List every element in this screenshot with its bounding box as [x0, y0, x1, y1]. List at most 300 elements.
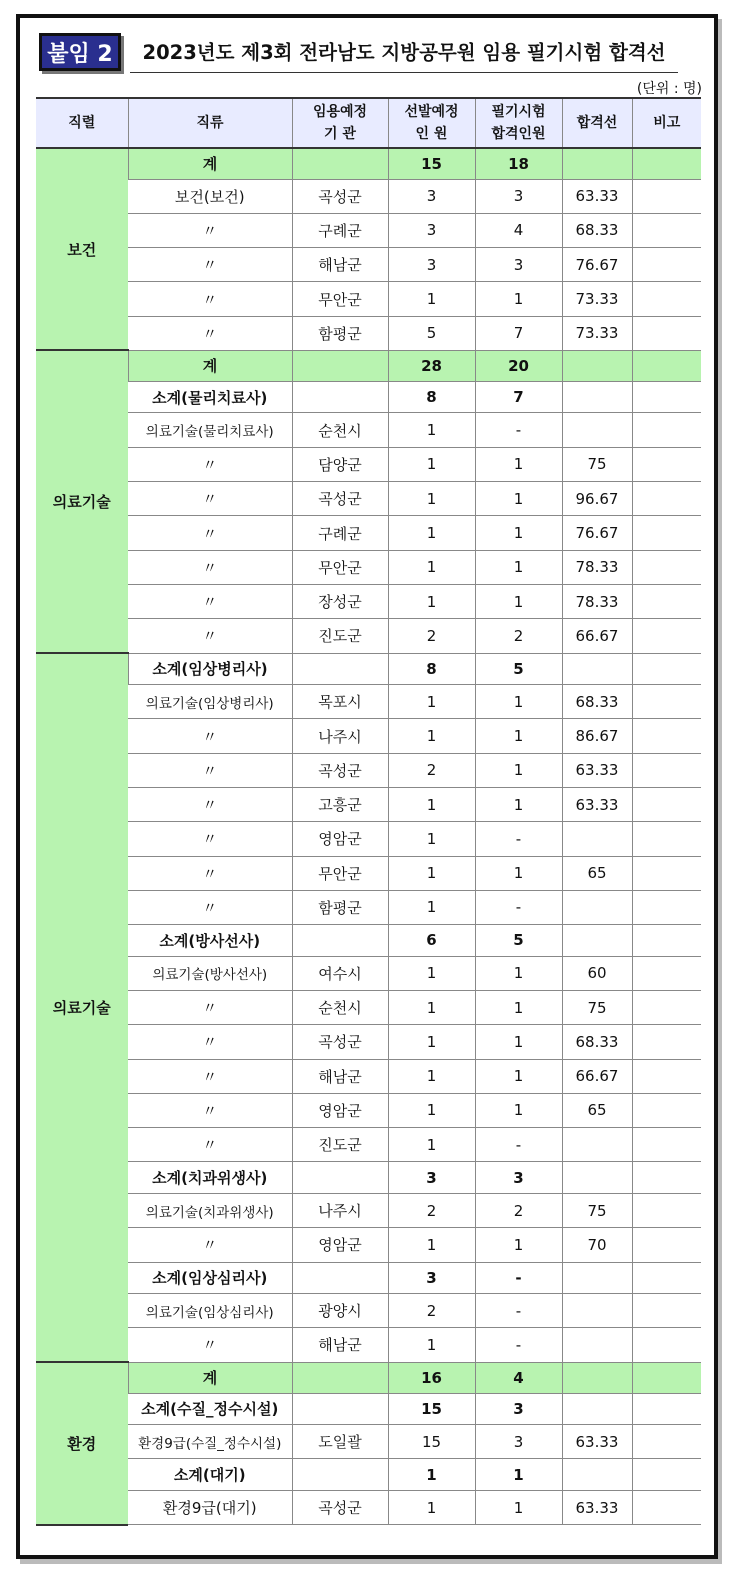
header-quota-line2: 인 원 [415, 126, 448, 142]
passed-cell: 1 [475, 990, 562, 1024]
agency-cell [292, 1393, 388, 1425]
quota-cell: 1 [388, 890, 475, 924]
table-row [36, 856, 701, 890]
passed-cell: 3 [475, 1425, 562, 1459]
agency-cell: 진도군 [292, 1128, 388, 1162]
table-row [36, 719, 701, 753]
quota-cell: 3 [388, 248, 475, 282]
table-row [36, 316, 701, 350]
class-cell: 〃 [128, 787, 292, 821]
class-cell: 소계(임상심리사) [128, 1262, 292, 1294]
quota-cell: 1 [388, 685, 475, 719]
remarks-cell [632, 719, 701, 753]
passed-cell: 2 [475, 1193, 562, 1227]
remarks-cell [632, 753, 701, 787]
cutoff-cell: 73.33 [562, 282, 632, 316]
subtotal-row [36, 1393, 701, 1425]
agency-cell: 장성군 [292, 584, 388, 618]
remarks-cell [632, 213, 701, 247]
class-cell: 〃 [128, 316, 292, 350]
remarks-cell [632, 619, 701, 653]
agency-cell: 영암군 [292, 822, 388, 856]
remarks-cell [632, 550, 701, 584]
passed-cell: - [475, 413, 562, 447]
subtotal-row [36, 925, 701, 957]
class-cell: 〃 [128, 482, 292, 516]
passed-cell: 1 [475, 685, 562, 719]
passed-cell: - [475, 890, 562, 924]
agency-cell: 함평군 [292, 316, 388, 350]
table-row [36, 213, 701, 247]
table-row [36, 1228, 701, 1262]
cutoff-cell [562, 925, 632, 957]
remarks-cell [632, 148, 701, 179]
table-row [36, 753, 701, 787]
header-quota [388, 98, 475, 148]
quota-cell: 1 [388, 1093, 475, 1127]
class-cell: 〃 [128, 1025, 292, 1059]
agency-cell [292, 148, 388, 179]
cutoff-cell [562, 890, 632, 924]
class-cell: 〃 [128, 822, 292, 856]
remarks-cell [632, 584, 701, 618]
total-row [36, 1362, 701, 1393]
remarks-cell [632, 653, 701, 685]
class-cell: 〃 [128, 990, 292, 1024]
quota-cell: 5 [388, 316, 475, 350]
remarks-cell [632, 447, 701, 481]
quota-cell: 3 [388, 1162, 475, 1194]
agency-cell: 광양시 [292, 1294, 388, 1328]
remarks-cell [632, 1093, 701, 1127]
class-cell: 환경9급(수질_정수시설) [128, 1425, 292, 1459]
agency-cell: 무안군 [292, 550, 388, 584]
series-label: 의료기술 [36, 350, 128, 653]
table-body [36, 148, 701, 1525]
cutoff-cell: 60 [562, 956, 632, 990]
cutoff-cell [562, 350, 632, 381]
passed-cell: 1 [475, 282, 562, 316]
passed-cell: 3 [475, 248, 562, 282]
cutoff-cell: 78.33 [562, 550, 632, 584]
agency-cell: 해남군 [292, 248, 388, 282]
cutoff-cell [562, 413, 632, 447]
header-row [36, 98, 701, 148]
class-cell: 의료기술(임상병리사) [128, 685, 292, 719]
passed-cell: 1 [475, 584, 562, 618]
passed-cell: 1 [475, 1228, 562, 1262]
class-cell: 소계(치과위생사) [128, 1162, 292, 1194]
quota-cell: 6 [388, 925, 475, 957]
agency-cell: 나주시 [292, 719, 388, 753]
cutoff-cell [562, 1459, 632, 1491]
cutoff-cell: 75 [562, 990, 632, 1024]
agency-cell: 고흥군 [292, 787, 388, 821]
remarks-cell [632, 925, 701, 957]
table-row [36, 1025, 701, 1059]
quota-cell: 1 [388, 516, 475, 550]
cutoff-cell: 78.33 [562, 584, 632, 618]
passed-cell: 1 [475, 447, 562, 481]
quota-cell: 1 [388, 413, 475, 447]
agency-cell: 곡성군 [292, 1490, 388, 1524]
table-row [36, 1093, 701, 1127]
document-title: 2023년도 제3회 전라남도 지방공무원 임용 필기시험 합격선 [130, 34, 678, 73]
passed-cell: - [475, 1328, 562, 1362]
remarks-cell [632, 381, 701, 413]
class-cell: 〃 [128, 753, 292, 787]
cutoff-cell: 66.67 [562, 619, 632, 653]
remarks-cell [632, 316, 701, 350]
quota-cell: 1 [388, 956, 475, 990]
remarks-cell [632, 1193, 701, 1227]
quota-cell: 1 [388, 1459, 475, 1491]
passed-cell: 1 [475, 956, 562, 990]
passed-cell: - [475, 1294, 562, 1328]
quota-cell: 1 [388, 282, 475, 316]
agency-cell: 무안군 [292, 856, 388, 890]
total-row [36, 148, 701, 179]
table-row [36, 685, 701, 719]
agency-cell [292, 1162, 388, 1194]
table-row [36, 956, 701, 990]
agency-cell [292, 1262, 388, 1294]
agency-cell: 구례군 [292, 213, 388, 247]
quota-cell: 2 [388, 753, 475, 787]
passed-cell: - [475, 1128, 562, 1162]
quota-cell: 1 [388, 990, 475, 1024]
cutoff-cell [562, 1294, 632, 1328]
class-cell: 의료기술(물리치료사) [128, 413, 292, 447]
class-cell: 계 [128, 350, 292, 381]
passed-cell: 3 [475, 179, 562, 213]
remarks-cell [632, 516, 701, 550]
cutoff-cell: 68.33 [562, 213, 632, 247]
quota-cell: 1 [388, 584, 475, 618]
quota-cell: 1 [388, 1059, 475, 1093]
passed-cell: 1 [475, 1059, 562, 1093]
passed-cell: 3 [475, 1393, 562, 1425]
agency-cell [292, 381, 388, 413]
cutoff-cell: 86.67 [562, 719, 632, 753]
header-series: 직렬 [36, 98, 128, 148]
remarks-cell [632, 1294, 701, 1328]
passed-cell: 1 [475, 787, 562, 821]
remarks-cell [632, 1262, 701, 1294]
header-quota-line1: 선발예정 [404, 104, 459, 120]
quota-cell: 15 [388, 1425, 475, 1459]
passed-cell: 7 [475, 316, 562, 350]
agency-cell: 목포시 [292, 685, 388, 719]
agency-cell: 도일괄 [292, 1425, 388, 1459]
subtotal-row [36, 1162, 701, 1194]
quota-cell: 1 [388, 1328, 475, 1362]
remarks-cell [632, 350, 701, 381]
remarks-cell [632, 282, 701, 316]
agency-cell: 해남군 [292, 1328, 388, 1362]
class-cell: 소계(방사선사) [128, 925, 292, 957]
quota-cell: 15 [388, 148, 475, 179]
class-cell: 소계(물리치료사) [128, 381, 292, 413]
table-row [36, 1193, 701, 1227]
class-cell: 〃 [128, 550, 292, 584]
series-label: 보건 [36, 148, 128, 350]
class-cell: 〃 [128, 447, 292, 481]
agency-cell: 영암군 [292, 1093, 388, 1127]
class-cell: 소계(임상병리사) [128, 653, 292, 685]
cutoff-cell: 76.67 [562, 248, 632, 282]
table-row [36, 584, 701, 618]
quota-cell: 3 [388, 213, 475, 247]
agency-cell [292, 1362, 388, 1393]
agency-cell: 여수시 [292, 956, 388, 990]
cutoff-cell: 68.33 [562, 685, 632, 719]
agency-cell: 해남군 [292, 1059, 388, 1093]
cutoff-cell [562, 1393, 632, 1425]
passed-cell: 3 [475, 1162, 562, 1194]
passed-cell: 1 [475, 856, 562, 890]
class-cell: 〃 [128, 719, 292, 753]
table-row [36, 619, 701, 653]
passed-cell: 2 [475, 619, 562, 653]
quota-cell: 1 [388, 719, 475, 753]
quota-cell: 1 [388, 1128, 475, 1162]
agency-cell [292, 350, 388, 381]
quota-cell: 2 [388, 619, 475, 653]
cutoff-cell: 63.33 [562, 787, 632, 821]
passed-cell: 1 [475, 1459, 562, 1491]
agency-cell: 곡성군 [292, 753, 388, 787]
remarks-cell [632, 1128, 701, 1162]
subtotal-row [36, 1459, 701, 1491]
agency-cell: 함평군 [292, 890, 388, 924]
class-cell: 〃 [128, 584, 292, 618]
table-row [36, 890, 701, 924]
agency-cell: 무안군 [292, 282, 388, 316]
series-label: 의료기술 [36, 653, 128, 1362]
class-cell: 의료기술(치과위생사) [128, 1193, 292, 1227]
table-row [36, 1328, 701, 1362]
quota-cell: 1 [388, 1490, 475, 1524]
cutoff-cell [562, 148, 632, 179]
table-row [36, 1294, 701, 1328]
agency-cell: 구례군 [292, 516, 388, 550]
quota-cell: 16 [388, 1362, 475, 1393]
remarks-cell [632, 856, 701, 890]
quota-cell: 1 [388, 550, 475, 584]
class-cell: 〃 [128, 1328, 292, 1362]
table-row [36, 447, 701, 481]
table-row [36, 482, 701, 516]
header-agency-line2: 기 관 [324, 126, 356, 142]
table-row [36, 248, 701, 282]
table-row [36, 787, 701, 821]
table-row [36, 282, 701, 316]
class-cell: 〃 [128, 1128, 292, 1162]
class-cell: 〃 [128, 213, 292, 247]
quota-cell: 15 [388, 1393, 475, 1425]
cutoff-cell [562, 1128, 632, 1162]
passed-cell: 1 [475, 1093, 562, 1127]
class-cell: 소계(대기) [128, 1459, 292, 1491]
header-agency [292, 98, 388, 148]
header-passed-line2: 합격인원 [491, 126, 546, 142]
header-remarks: 비고 [632, 98, 701, 148]
passed-cell: 5 [475, 925, 562, 957]
passed-cell: 4 [475, 1362, 562, 1393]
class-cell: 계 [128, 148, 292, 179]
remarks-cell [632, 1362, 701, 1393]
table-row [36, 550, 701, 584]
quota-cell: 3 [388, 1262, 475, 1294]
remarks-cell [632, 413, 701, 447]
remarks-cell [632, 1459, 701, 1491]
cutoff-cell: 63.33 [562, 1490, 632, 1524]
passed-cell: 1 [475, 516, 562, 550]
header-passed-line1: 필기시험 [491, 104, 546, 120]
cutoff-cell: 75 [562, 1193, 632, 1227]
subtotal-row [36, 381, 701, 413]
cutoff-cell: 65 [562, 856, 632, 890]
cutoff-cell: 76.67 [562, 516, 632, 550]
remarks-cell [632, 1425, 701, 1459]
passed-cell: 20 [475, 350, 562, 381]
agency-cell [292, 1459, 388, 1491]
quota-cell: 1 [388, 1025, 475, 1059]
table-row [36, 179, 701, 213]
passed-cell: 7 [475, 381, 562, 413]
cutoff-cell [562, 1262, 632, 1294]
cutoff-cell: 63.33 [562, 753, 632, 787]
cutoff-cell: 65 [562, 1093, 632, 1127]
passed-cell: 1 [475, 1490, 562, 1524]
remarks-cell [632, 1059, 701, 1093]
quota-cell: 1 [388, 482, 475, 516]
cutoff-cell [562, 1162, 632, 1194]
agency-cell: 나주시 [292, 1193, 388, 1227]
passed-cell: 1 [475, 753, 562, 787]
table-row [36, 1059, 701, 1093]
passed-cell: 4 [475, 213, 562, 247]
remarks-cell [632, 685, 701, 719]
quota-cell: 1 [388, 1228, 475, 1262]
agency-cell [292, 925, 388, 957]
agency-cell: 영암군 [292, 1228, 388, 1262]
class-cell: 〃 [128, 1093, 292, 1127]
class-cell: 〃 [128, 248, 292, 282]
remarks-cell [632, 248, 701, 282]
table-row [36, 516, 701, 550]
cutoff-cell: 63.33 [562, 1425, 632, 1459]
cutoff-cell: 96.67 [562, 482, 632, 516]
header-passed [475, 98, 562, 148]
class-cell: 〃 [128, 282, 292, 316]
table-row [36, 1425, 701, 1459]
cutoff-cell [562, 1362, 632, 1393]
class-cell: 〃 [128, 856, 292, 890]
table-row [36, 413, 701, 447]
cutoff-cell: 70 [562, 1228, 632, 1262]
agency-cell: 순천시 [292, 990, 388, 1024]
cutoff-table [36, 97, 701, 1526]
cutoff-cell: 68.33 [562, 1025, 632, 1059]
quota-cell: 1 [388, 447, 475, 481]
passed-cell: 1 [475, 719, 562, 753]
quota-cell: 1 [388, 787, 475, 821]
remarks-cell [632, 1328, 701, 1362]
remarks-cell [632, 890, 701, 924]
total-row [36, 350, 701, 381]
remarks-cell [632, 1228, 701, 1262]
table-row [36, 1128, 701, 1162]
header-class: 직류 [128, 98, 292, 148]
remarks-cell [632, 1025, 701, 1059]
table-row [36, 822, 701, 856]
agency-cell: 곡성군 [292, 1025, 388, 1059]
cutoff-cell [562, 381, 632, 413]
subtotal-row [36, 653, 701, 685]
passed-cell: 5 [475, 653, 562, 685]
class-cell: 의료기술(임상심리사) [128, 1294, 292, 1328]
class-cell: 〃 [128, 1059, 292, 1093]
cutoff-cell [562, 1328, 632, 1362]
agency-cell [292, 653, 388, 685]
class-cell: 보건(보건) [128, 179, 292, 213]
remarks-cell [632, 179, 701, 213]
remarks-cell [632, 1490, 701, 1524]
header-cutoff: 합격선 [562, 98, 632, 148]
agency-cell: 담양군 [292, 447, 388, 481]
agency-cell: 곡성군 [292, 482, 388, 516]
agency-cell: 곡성군 [292, 179, 388, 213]
remarks-cell [632, 956, 701, 990]
attachment-badge: 붙임 2 [39, 33, 121, 71]
passed-cell: - [475, 1262, 562, 1294]
class-cell: 계 [128, 1362, 292, 1393]
class-cell: 〃 [128, 1228, 292, 1262]
series-label: 환경 [36, 1362, 128, 1525]
class-cell: 의료기술(방사선사) [128, 956, 292, 990]
header-agency-line1: 임용예정 [312, 104, 368, 120]
passed-cell: - [475, 822, 562, 856]
passed-cell: 1 [475, 1025, 562, 1059]
remarks-cell [632, 822, 701, 856]
cutoff-cell: 75 [562, 447, 632, 481]
remarks-cell [632, 1393, 701, 1425]
class-cell: 환경9급(대기) [128, 1490, 292, 1524]
quota-cell: 8 [388, 381, 475, 413]
cutoff-cell: 73.33 [562, 316, 632, 350]
passed-cell: 1 [475, 482, 562, 516]
cutoff-cell [562, 822, 632, 856]
quota-cell: 3 [388, 179, 475, 213]
remarks-cell [632, 482, 701, 516]
passed-cell: 1 [475, 550, 562, 584]
passed-cell: 18 [475, 148, 562, 179]
cutoff-cell [562, 653, 632, 685]
cutoff-cell: 63.33 [562, 179, 632, 213]
quota-cell: 1 [388, 856, 475, 890]
class-cell: 소계(수질_정수시설) [128, 1393, 292, 1425]
remarks-cell [632, 787, 701, 821]
remarks-cell [632, 990, 701, 1024]
remarks-cell [632, 1162, 701, 1194]
quota-cell: 2 [388, 1193, 475, 1227]
table-row [36, 990, 701, 1024]
class-cell: 〃 [128, 890, 292, 924]
unit-note: (단위 : 명) [636, 81, 702, 97]
class-cell: 〃 [128, 516, 292, 550]
